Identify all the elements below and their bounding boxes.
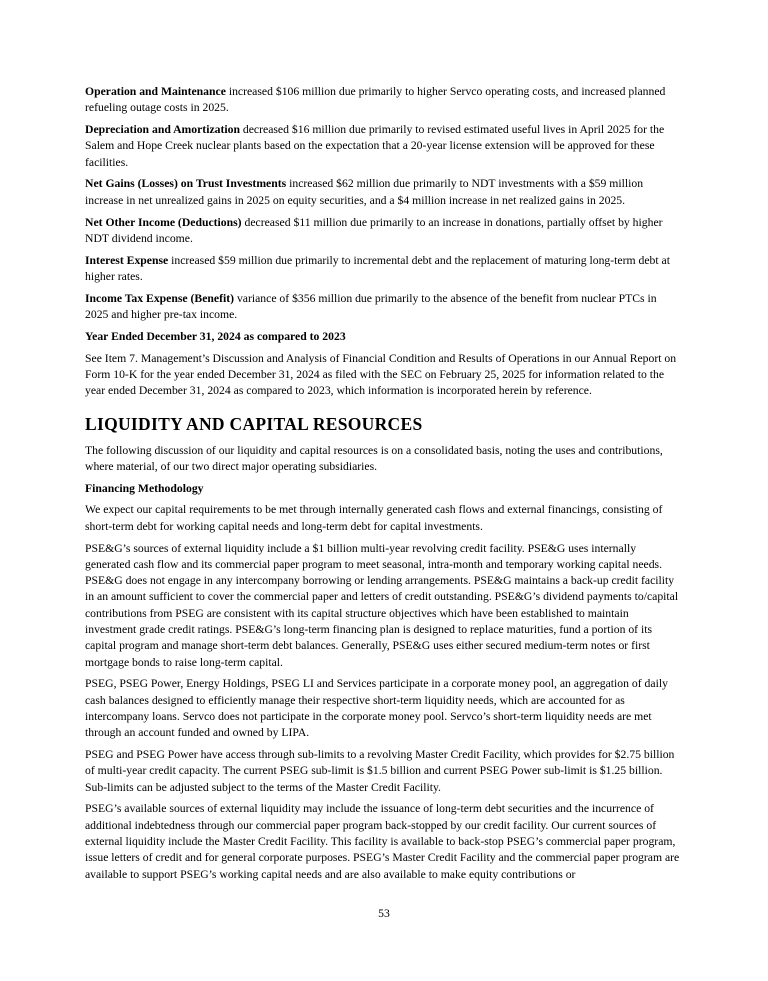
paragraph-liquidity-intro: The following discussion of our liquidity and capital resources is on a consolidated basis, noting the uses and contributions, where material, of our two direct major operating subsidiaries. [85, 443, 663, 473]
variance-term: Net Other Income (Deductions) [85, 215, 242, 229]
paragraph-corporate-money-pool: PSEG, PSEG Power, Energy Holdings, PSEG LI and Services participate in a corporate money pool, an aggregation of daily cash balances designed to efficiently manage their respective short-term liquidity needs, which are accounted for as intercompany loans. Servco does not participate in the corporate money pool. Servco’s short-term liquidity needs are met through an account funded and owned by LIPA. [85, 677, 668, 740]
variance-text: decreased $11 million due primarily to an increase in donations, partially offset by higher NDT dividend income. [85, 215, 663, 245]
section-title-liquidity-and-capital-resources: LIQUIDITY AND CAPITAL RESOURCES [85, 413, 423, 434]
variance-text: decreased $16 million due primarily to revised estimated useful lives in April 2025 for the Salem and Hope Creek nuclear plants based on the expectation that a 20-year license extension will be approved for these facilities. [85, 123, 665, 169]
document-content [85, 84, 682, 883]
paragraph-capital-requirements: We expect our capital requirements to be met through internally generated cash flows and external financings, consisting of short-term debt for working capital needs and long-term debt for capital investments. [85, 503, 663, 533]
page-number: 53 [378, 907, 390, 920]
paragraph-year-ended-reference: See Item 7. Management’s Discussion and Analysis of Financial Condition and Results of Operations in our Annual Report on Form 10-K for the year ended December 31, 2024 as filed with the SEC on February 25, 2025 for information related to the year ended December 31, 2024 as compared to 2023, which information is incorporated herein by reference. [85, 351, 677, 398]
variance-term: Operation and Maintenance [85, 85, 226, 98]
paragraph-available-sources-external-liquidity: PSEG’s available sources of external liquidity may include the issuance of long-term debt securities and the incurrence of additional indebtedness through our commercial paper program back-stopped by our credit facility. Our current sources of external liquidity include the Master Credit Facility. This facility is available to back-stop PSEG’s commercial paper program, issue letters of credit and for general corporate purposes. PSEG’s Master Credit Facility and the commercial paper program are available to support PSEG’s working capital needs and are also available to make equity contributions or [85, 802, 680, 881]
subheading-financing-methodology: Financing Methodology [85, 481, 204, 495]
variance-text: increased $62 million due primarily to NDT investments with a $59 million increase in net unrealized gains in 2025 on equity securities, and a $4 million increase in net realized gains in 2025. [85, 177, 644, 207]
variance-term: Depreciation and Amortization [85, 123, 240, 137]
page-footer [0, 906, 768, 922]
variance-text: increased $106 million due primarily to higher Servco operating costs, and increased planned refueling outage costs in 2025. [85, 85, 666, 115]
paragraph-operation-and-maintenance [85, 84, 682, 117]
paragraph-depreciation-and-amortization [85, 122, 682, 171]
paragraph-income-tax-expense-benefit [85, 291, 682, 324]
variance-term: Income Tax Expense (Benefit) [85, 291, 235, 305]
paragraph-master-credit-facility: PSEG and PSEG Power have access through sub-limits to a revolving Master Credit Facility, which provides for $2.75 billion of multi-year credit capacity. The current PSEG sub-limit is $1.5 billion and current PSEG Power sub-limit is $1.25 billion. Sub-limits can be adjusted subject to the terms of the Master Credit Facility. [85, 748, 675, 794]
paragraph-net-gains-trust-investments [85, 176, 682, 209]
variance-term: Interest Expense [85, 253, 169, 267]
paragraph-net-other-income-deductions [85, 215, 682, 248]
subheading-year-ended-2024: Year Ended December 31, 2024 as compared to 2023 [85, 329, 346, 343]
variance-text: variance of $356 million due primarily to the absence of the benefit from nuclear PTCs in 2025 and higher pre-tax income. [85, 291, 657, 322]
variance-text: increased $59 million due primarily to incremental debt and the replacement of maturing long-term debt at higher rates. [85, 253, 670, 283]
variance-term: Net Gains (Losses) on Trust Investments [85, 177, 287, 191]
paragraph-pseg-external-liquidity: PSE&G’s sources of external liquidity include a $1 billion multi-year revolving credit facility. PSE&G uses internally generated cash flow and its commercial paper program to meet seasonal, intra-month and temporary working capital needs. PSE&G does not engage in any intercompany borrowing or lending arrangements. PSE&G maintains a back-up credit facility in an amount sufficient to cover the commercial paper and letters of credit outstanding. PSE&G’s dividend payments to/capital contributions from PSEG are consistent with its capital structure objectives which have been established to maintain investment grade credit ratings. PSE&G’s long-term financing plan is designed to replace maturities, fund a portion of its capital program and manage short-term debt balances. Generally, PSE&G uses either secured medium-term notes or first mortgage bonds to raise long-term capital. [85, 541, 679, 669]
paragraph-interest-expense [85, 253, 682, 286]
